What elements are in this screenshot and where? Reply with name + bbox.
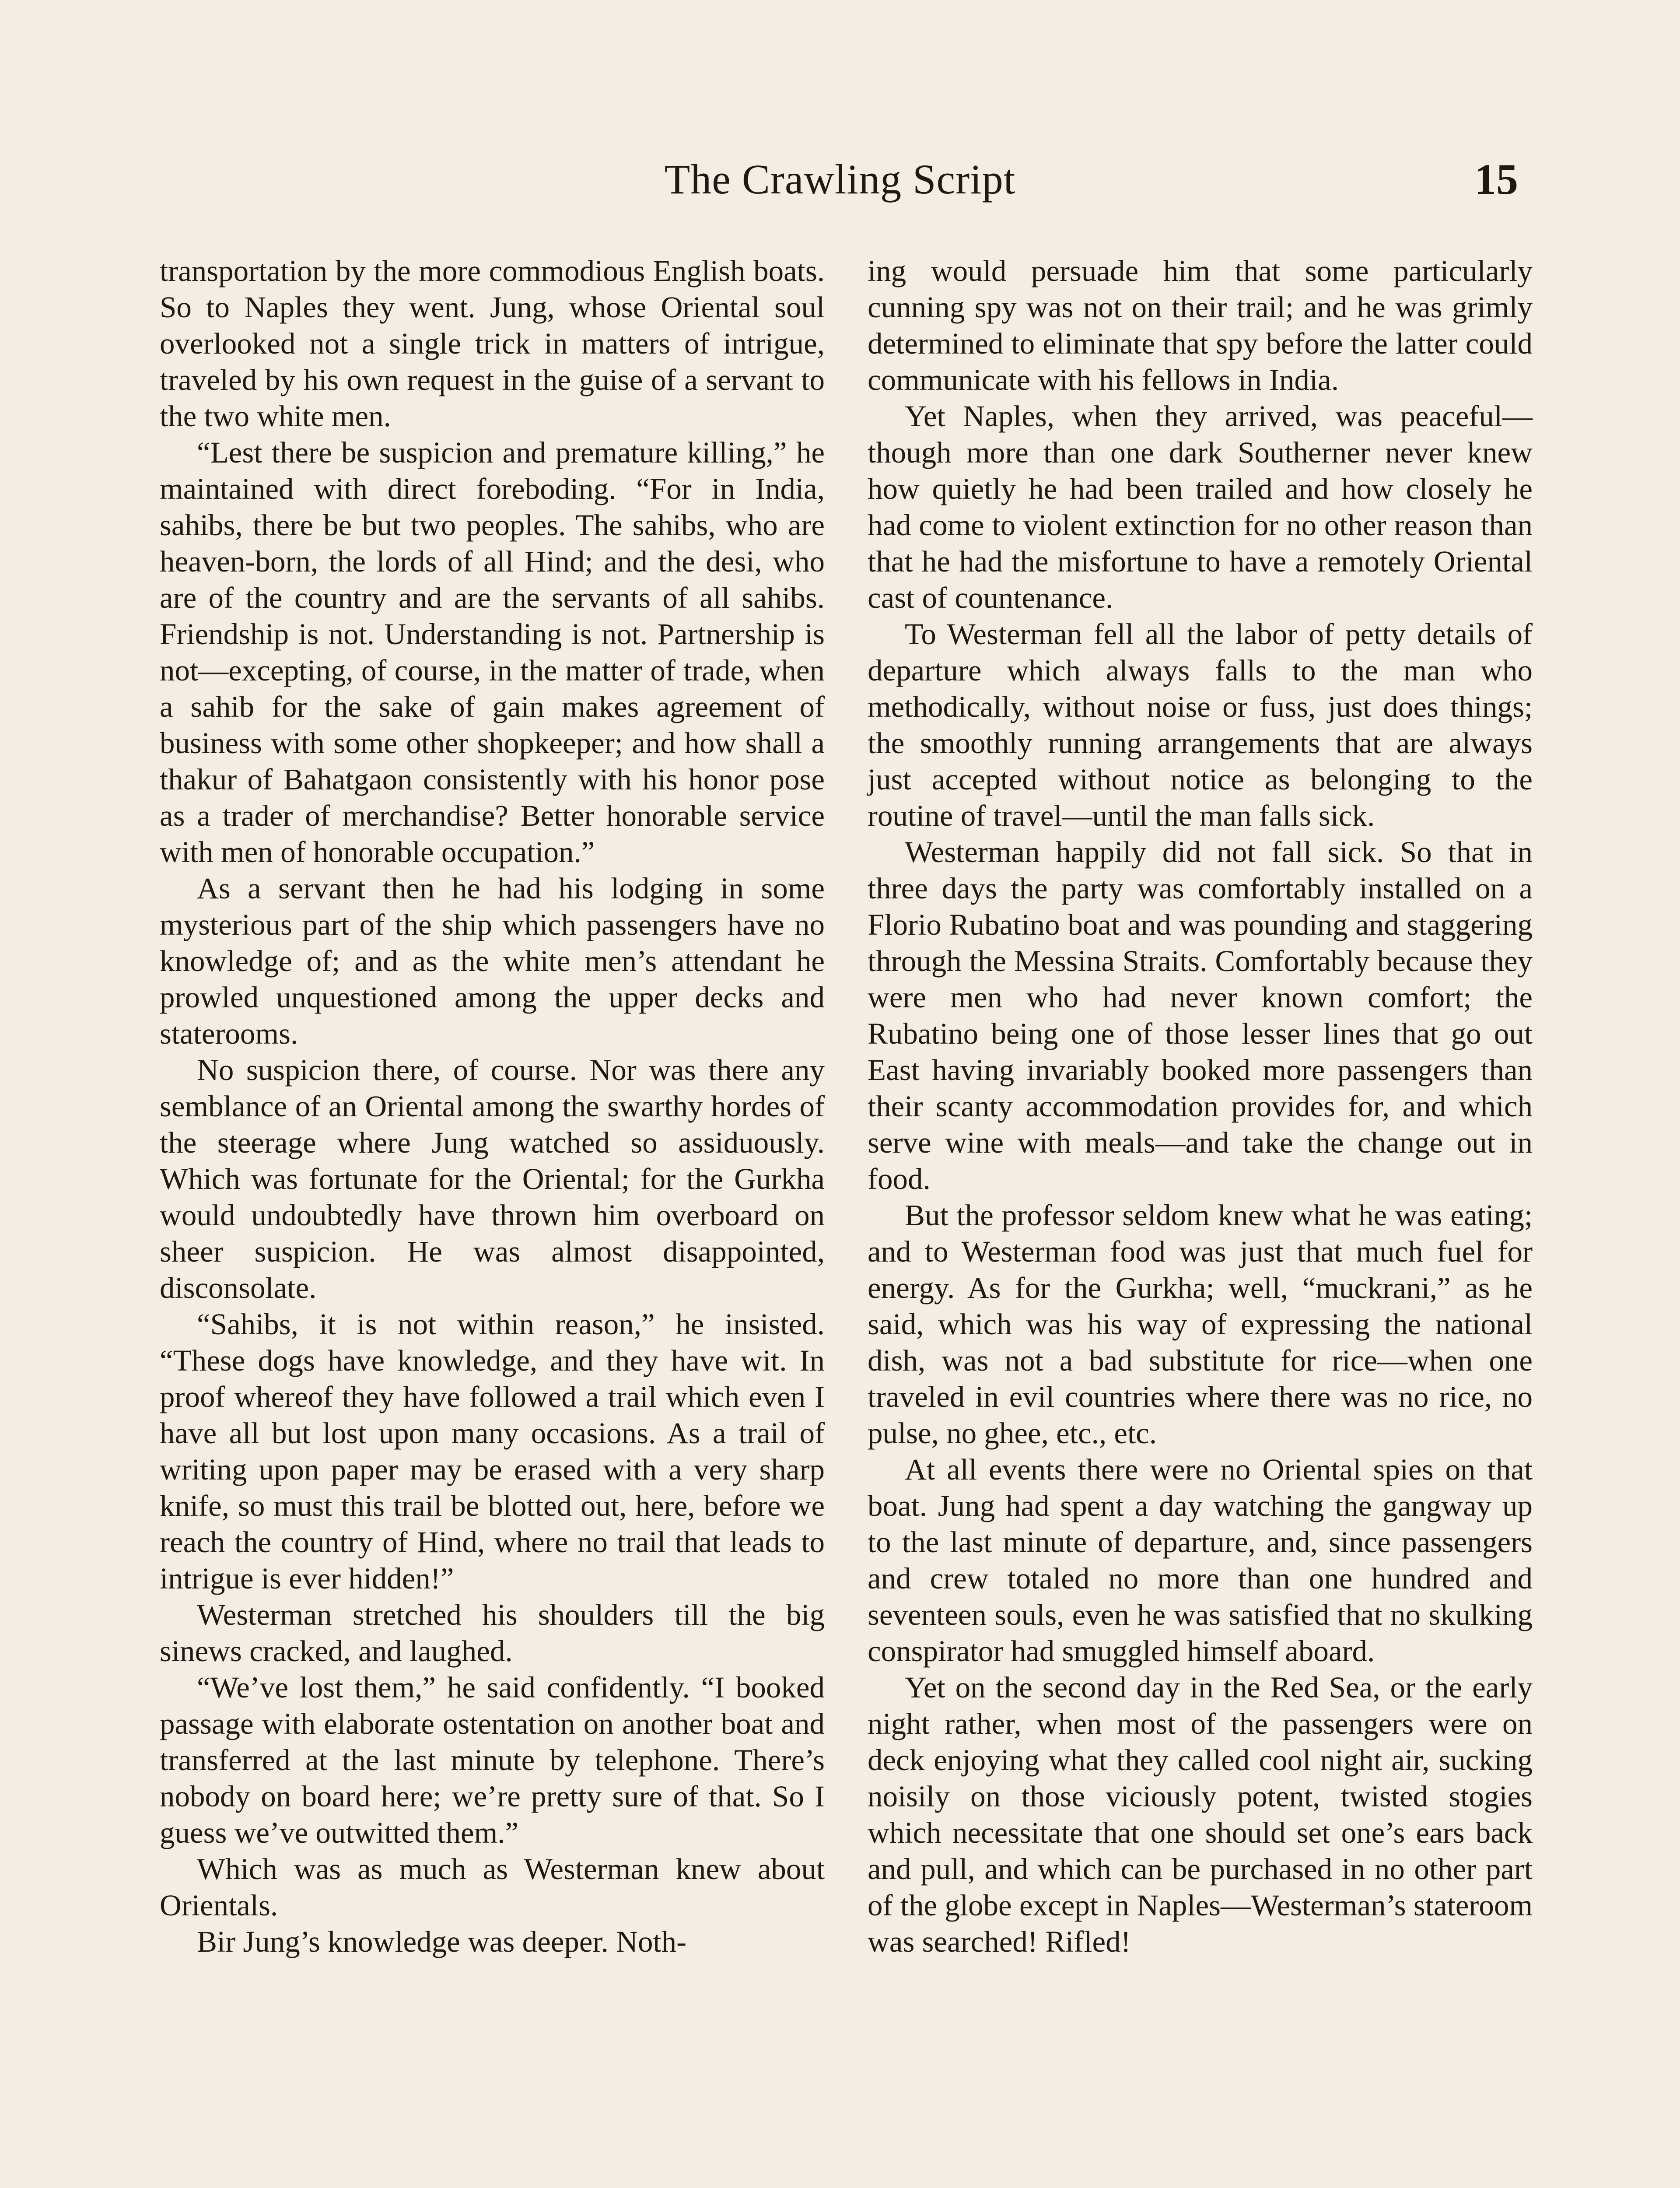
right-column — [868, 253, 1533, 1960]
paragraph: transportation by the more commodious English boats. So to Naples they went. Jung, whose Oriental soul overlooked not a single trick in matters of intrigue, traveled by his own request in the guise of a servant to the two white men. — [160, 254, 825, 433]
paragraph: But the professor seldom knew what he was eating; and to Westerman food was just that much fuel for energy. As for the Gurkha; well, “muckrani,” as he said, which was his way of expressing the national dish, was not a bad substitute for rice—when one traveled in evil countries where there was no rice, no pulse, no ghee, etc., etc. — [868, 1199, 1533, 1450]
paragraph: Which was as much as Westerman knew about Orientals. — [160, 1852, 825, 1922]
paragraph: ing would persuade him that some particularly cunning spy was not on their trail; and he was grimly determined to eliminate that spy before the latter could communicate with his fellows in India. — [868, 254, 1533, 396]
paragraph: Bir Jung’s knowledge was deeper. Noth- — [197, 1925, 687, 1958]
paragraph: As a servant then he had his lodging in some mysterious part of the ship which passengers have no knowledge of; and as the white men’s attendant he prowled unquestioned among the upper decks and staterooms. — [160, 872, 825, 1050]
page-number: 15 — [1474, 155, 1518, 203]
paragraph: Westerman stretched his shoulders till the big sinews cracked, and laughed. — [160, 1598, 825, 1668]
paragraph: “Sahibs, it is not within reason,” he insisted. “These dogs have knowledge, and they have wit. In proof whereof they have followed a trail which even I have all but lost upon many occasions. As a trail of writing upon paper may be erased with a very sharp knife, so must this trail be blotted out, here, before we reach the country of Hind, where no trail that leads to intrigue is ever hidden!” — [160, 1308, 825, 1595]
paragraph: No suspicion there, of course. Nor was there any semblance of an Oriental among the swarthy hordes of the steerage where Jung watched so assiduously. Which was fortunate for the Oriental; for the Gurkha would undoubtedly have thrown him overboard on sheer suspicion. He was almost disappointed, disconsolate. — [160, 1053, 825, 1304]
paragraph: “Lest there be suspicion and premature killing,” he maintained with direct foreboding. “For in India, sahibs, there be but two peoples. The sahibs, who are heaven-born, the lords of all Hind; and the desi, who are of the country and are the servants of all sahibs. Friendship is not. Understanding is not. Partnership is not—excepting, of course, in the matter of trade, when a sahib for the sake of gain makes agreement of business with some other shopkeeper; and how shall a thakur of Bahatgaon consistently with his honor pose as a trader of merchandise? Better honorable service with men of honorable occupation.” — [160, 436, 825, 869]
left-column — [160, 253, 825, 1960]
paragraph: At all events there were no Oriental spies on that boat. Jung had spent a day watching the gangway up to the last minute of departure, and, since passengers and crew totaled no more than one hundred and seventeen souls, even he was satisfied that no skulking conspirator had smuggled himself aboard. — [868, 1453, 1533, 1668]
paragraph: Yet Naples, when they arrived, was peaceful—though more than one dark Southerner never knew how quietly he had been trailed and how closely he had come to violent extinction for no other reason than that he had the misfortune to have a remotely Oriental cast of countenance. — [868, 400, 1533, 614]
running-title: The Crawling Script — [664, 156, 1016, 203]
paragraph: To Westerman fell all the labor of petty details of departure which always falls to the man who methodically, without noise or fuss, just does things; the smoothly running arrangements that are always just accepted without notice as belonging to the routine of travel—until the man falls sick. — [868, 617, 1533, 832]
paragraph: Westerman happily did not fall sick. So that in three days the party was comfortably installed on a Florio Rubatino boat and was pounding and staggering through the Messina Straits. Comfortably because they were men who had never known comfort; the Rubatino being one of those lesser lines that go out East having invariably booked more passengers than their scanty accommodation provides for, and which serve wine with meals—and take the change out in food. — [868, 835, 1533, 1196]
paragraph: Yet on the second day in the Red Sea, or the early night rather, when most of the passengers were on deck enjoying what they called cool night air, sucking noisily on those viciously potent, twisted stogies which necessitate that one should set one’s ears back and pull, and which can be purchased in no other part of the globe except in Naples—Westerman’s stateroom was searched! Rifled! — [868, 1671, 1533, 1958]
paragraph: “We’ve lost them,” he said confidently. “I booked passage with elaborate ostentation on another boat and transferred at the last minute by telephone. There’s nobody on board here; we’re pretty sure of that. So I guess we’ve outwitted them.” — [160, 1671, 825, 1849]
